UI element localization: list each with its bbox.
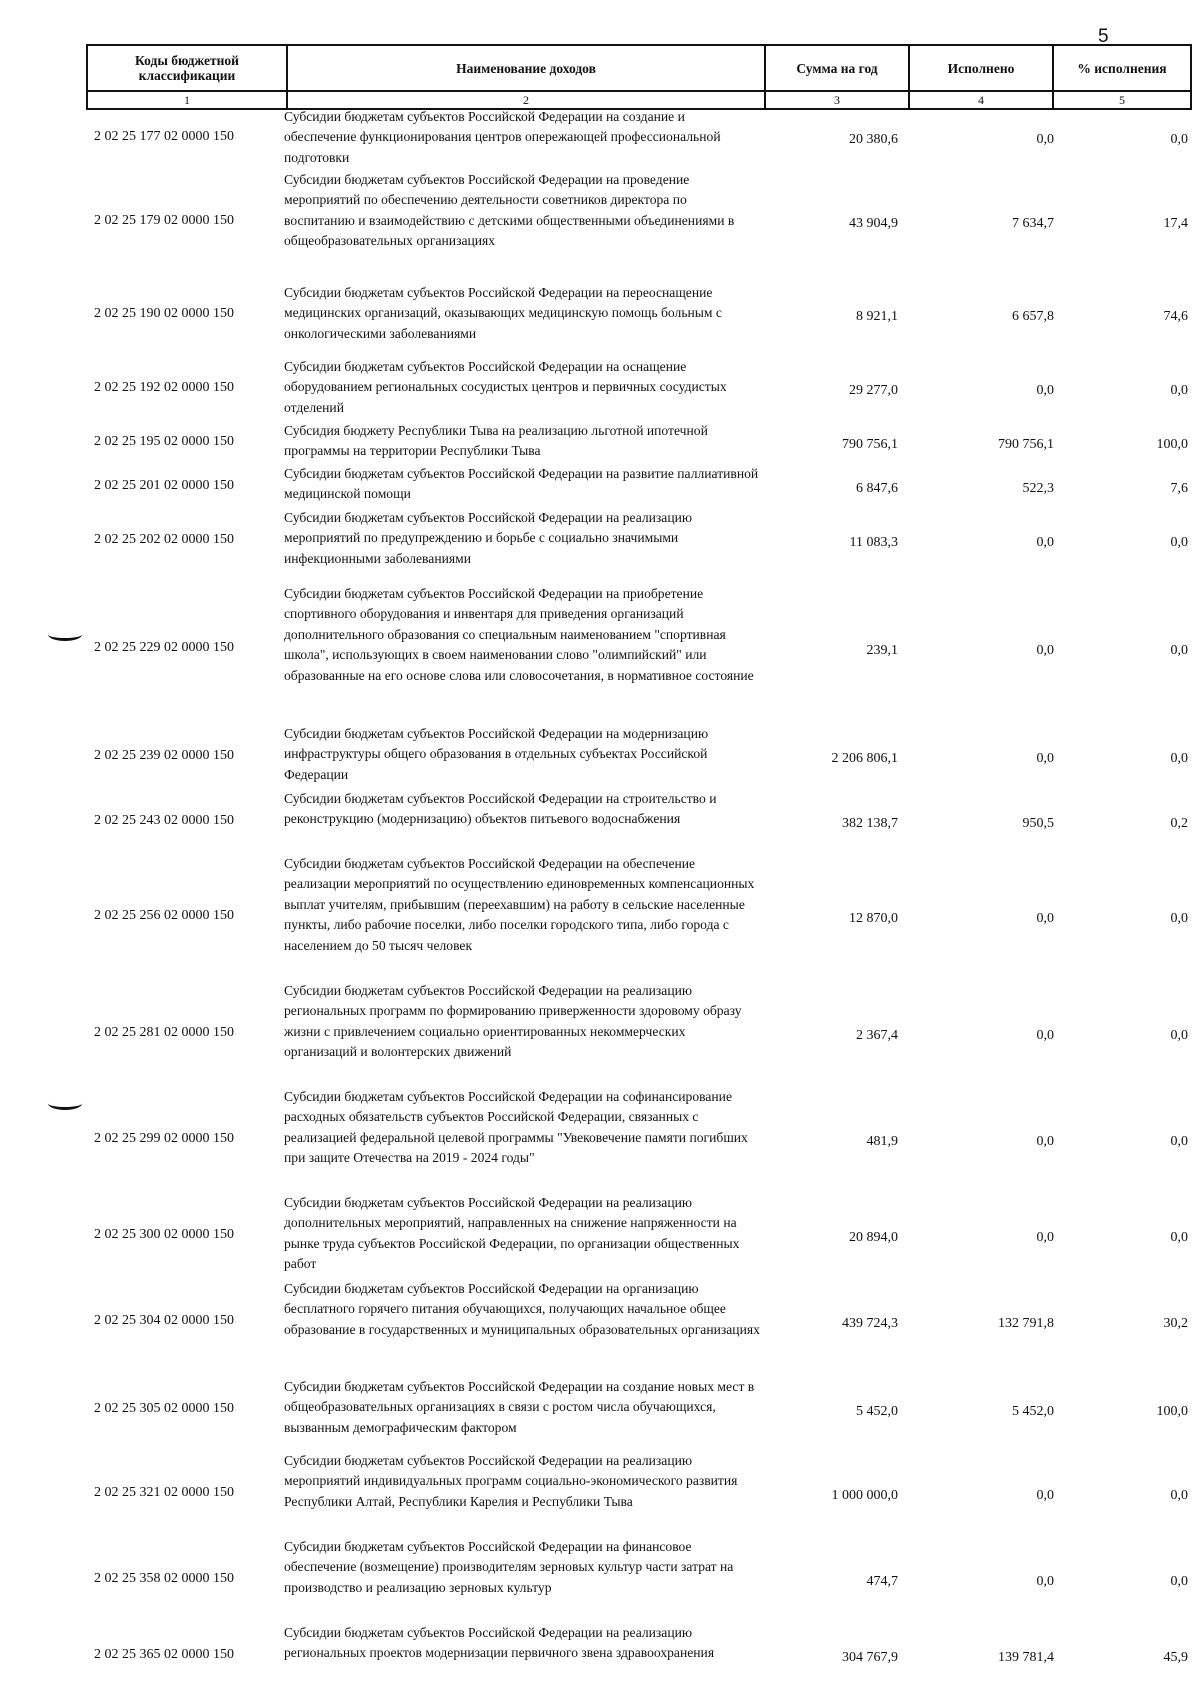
row-exec: 0,0 (1036, 132, 1054, 148)
row-name: Субсидии бюджетам субъектов Российской Федерации на реализацию мероприятий индивидуальных программ социально-экономического развития Республики Алтай, Республики Карелия и Республики Тыва (284, 1453, 738, 1509)
row-sum: 239,1 (866, 642, 898, 658)
row-pct: 0,0 (1170, 383, 1188, 399)
table-row (86, 1623, 1190, 1687)
row-sum: 29 277,0 (849, 383, 898, 399)
row-exec: 0,0 (1036, 1028, 1054, 1044)
row-code: 2 02 25 195 02 0000 150 (94, 434, 234, 449)
row-pct: 0,0 (1170, 1488, 1188, 1504)
header-num-3: 3 (765, 91, 909, 109)
row-name: Субсидии бюджетам субъектов Российской Федерации на реализацию мероприятий по предупреждению и борьбе с социально значимыми инфекционными заболеваниями (284, 510, 693, 566)
table-row (86, 170, 1190, 271)
header-num-2: 2 (287, 91, 765, 109)
table-row (86, 1087, 1190, 1191)
row-sum: 20 894,0 (849, 1229, 898, 1245)
punch-mark (48, 628, 82, 641)
row-sum: 5 452,0 (856, 1404, 898, 1420)
table-row (86, 1537, 1190, 1621)
header-budget-codes: Коды бюджетной классификации (87, 45, 287, 91)
row-exec: 0,0 (1036, 1488, 1054, 1504)
table-row (86, 464, 1190, 507)
row-exec: 0,0 (1036, 642, 1054, 658)
header-annual-sum: Сумма на год (765, 45, 909, 91)
row-exec: 0,0 (1036, 1134, 1054, 1150)
table-row (86, 357, 1190, 419)
row-exec: 0,0 (1036, 534, 1054, 550)
row-code: 2 02 25 358 02 0000 150 (94, 1571, 234, 1586)
row-exec: 790 756,1 (998, 437, 1054, 453)
row-sum: 2 367,4 (856, 1028, 898, 1044)
row-exec: 5 452,0 (1012, 1404, 1054, 1420)
row-exec: 6 657,8 (1012, 308, 1054, 324)
row-pct: 0,0 (1170, 642, 1188, 658)
row-exec: 0,0 (1036, 911, 1054, 927)
punch-mark (48, 1097, 82, 1110)
row-name: Субсидии бюджетам субъектов Российской Федерации на создание новых мест в общеобразовательных организациях в связи с ростом числа обучающихся, вызванным демографическим фактором (284, 1379, 755, 1435)
table-header (86, 44, 1192, 110)
row-pct: 0,0 (1170, 750, 1188, 766)
row-name: Субсидии бюджетам субъектов Российской Федерации на финансовое обеспечение (возмещение) производителям зерновых культур части затрат на производство и реализацию зерновых культур (284, 1539, 734, 1595)
row-pct: 0,0 (1170, 1229, 1188, 1245)
row-name: Субсидии бюджетам субъектов Российской Федерации на строительство и реконструкцию (модернизацию) объектов питьевого водоснабжения (284, 791, 717, 827)
row-code: 2 02 25 365 02 0000 150 (94, 1647, 234, 1662)
row-name: Субсидии бюджетам субъектов Российской Федерации на проведение мероприятий по обеспечению деятельности советников директора по воспитанию и взаимодействию с детскими общественными объединениями в общеобразовательных организациях (284, 172, 735, 249)
row-name: Субсидии бюджетам субъектов Российской Федерации на переоснащение медицинских организаций, оказывающих медицинскую помощь больным с онкологическими заболеваниями (284, 285, 722, 341)
row-sum: 6 847,6 (856, 480, 898, 496)
table-row (86, 584, 1190, 711)
table-row (86, 1193, 1190, 1276)
row-code: 2 02 25 305 02 0000 150 (94, 1401, 234, 1416)
row-name: Субсидия бюджету Республики Тыва на реализацию льготной ипотечной программы на территории Республики Тыва (284, 423, 708, 459)
row-code: 2 02 25 299 02 0000 150 (94, 1131, 234, 1146)
row-exec: 0,0 (1036, 383, 1054, 399)
row-exec: 0,0 (1036, 750, 1054, 766)
row-pct: 0,0 (1170, 534, 1188, 550)
row-pct: 0,0 (1170, 1134, 1188, 1150)
row-code: 2 02 25 179 02 0000 150 (94, 212, 234, 228)
row-pct: 0,0 (1170, 132, 1188, 148)
row-pct: 45,9 (1163, 1650, 1188, 1666)
row-name: Субсидии бюджетам субъектов Российской Федерации на создание и обеспечение функционирования центров опережающей профессиональной подготовки (284, 109, 721, 165)
table-row (86, 508, 1190, 571)
row-pct: 17,4 (1163, 215, 1188, 231)
row-sum: 2 206 806,1 (831, 750, 898, 766)
row-exec: 950,5 (1022, 815, 1054, 831)
row-sum: 8 921,1 (856, 308, 898, 324)
row-pct: 30,2 (1163, 1316, 1188, 1332)
header-executed: Исполнено (909, 45, 1053, 91)
row-code: 2 02 25 192 02 0000 150 (94, 380, 234, 395)
row-name: Субсидии бюджетам субъектов Российской Федерации на реализацию региональных программ по формированию приверженности здоровому образу жизни с привлечением социально ориентированных некоммерческих организаций и волонтерских движений (284, 983, 742, 1060)
row-name: Субсидии бюджетам субъектов Российской Федерации на организацию бесплатного горячего питания обучающихся, получающих начальное общее образование в государственных и муниципальных образовательных организациях (284, 1281, 760, 1337)
header-income-name: Наименование доходов (287, 45, 765, 91)
row-code: 2 02 25 201 02 0000 150 (94, 477, 234, 493)
row-name: Субсидии бюджетам субъектов Российской Федерации на софинансирование расходных обязательств субъектов Российской Федерации, связанных с реализацией федеральной целевой программы "Увековечение памяти погибших при защите Отечества на 2019 - 2024 годы" (284, 1089, 748, 1166)
row-pct: 0,0 (1170, 1574, 1188, 1590)
row-pct: 0,2 (1170, 815, 1188, 831)
header-num-5: 5 (1053, 91, 1191, 109)
row-exec: 522,3 (1022, 480, 1054, 496)
row-name: Субсидии бюджетам субъектов Российской Федерации на приобретение спортивного оборудования и инвентаря для приведения организаций дополнительного образования со специальным наименованием "спортивная школа", использующих в своем наименовании слово "олимпийский" или образованные на его основе слова или словосочетания, в нормативное состояние (284, 586, 754, 683)
table-row (86, 107, 1190, 167)
row-pct: 74,6 (1163, 308, 1188, 324)
row-code: 2 02 25 256 02 0000 150 (94, 908, 234, 923)
row-sum: 12 870,0 (849, 911, 898, 927)
row-name: Субсидии бюджетам субъектов Российской Федерации на реализацию дополнительных мероприятий, направленных на снижение напряженности на рынке труда субъектов Российской Федерации, по организации общественных работ (284, 1195, 740, 1272)
row-sum: 43 904,9 (849, 215, 898, 231)
row-name: Субсидии бюджетам субъектов Российской Федерации на оснащение оборудованием региональных сосудистых центров и первичных сосудистых отделений (284, 359, 727, 415)
row-sum: 20 380,6 (849, 132, 898, 148)
row-pct: 0,0 (1170, 1028, 1188, 1044)
row-name: Субсидии бюджетам субъектов Российской Федерации на модернизацию инфраструктуры общего образования в отдельных субъектах Российской Федерации (284, 726, 709, 782)
row-sum: 481,9 (866, 1134, 898, 1150)
table-row (86, 1279, 1190, 1363)
row-name: Субсидии бюджетам субъектов Российской Федерации на развитие паллиативной медицинской помощи (284, 466, 759, 502)
row-sum: 11 083,3 (849, 534, 898, 550)
header-percent: % исполнения (1053, 45, 1191, 91)
row-exec: 139 781,4 (998, 1650, 1054, 1666)
row-code: 2 02 25 190 02 0000 150 (94, 305, 234, 321)
row-pct: 7,6 (1170, 480, 1188, 496)
row-sum: 382 138,7 (842, 815, 898, 831)
table-row (86, 421, 1190, 463)
row-sum: 439 724,3 (842, 1316, 898, 1332)
row-sum: 304 767,9 (842, 1650, 898, 1666)
row-code: 2 02 25 239 02 0000 150 (94, 747, 234, 763)
row-code: 2 02 25 229 02 0000 150 (94, 639, 234, 655)
row-exec: 7 634,7 (1012, 215, 1054, 231)
row-pct: 100,0 (1156, 1404, 1188, 1420)
row-exec: 0,0 (1036, 1574, 1054, 1590)
row-sum: 790 756,1 (842, 437, 898, 453)
page-number: 5 (1098, 26, 1109, 47)
row-pct: 0,0 (1170, 911, 1188, 927)
row-pct: 100,0 (1156, 437, 1188, 453)
row-exec: 132 791,8 (998, 1316, 1054, 1332)
table-row (86, 981, 1190, 1085)
row-name: Субсидии бюджетам субъектов Российской Федерации на реализацию региональных проектов модернизации первичного звена здравоохранения (284, 1625, 715, 1661)
row-code: 2 02 25 177 02 0000 150 (94, 129, 234, 144)
row-code: 2 02 25 243 02 0000 150 (94, 812, 234, 828)
row-sum: 1 000 000,0 (831, 1488, 898, 1504)
table-row (86, 1451, 1190, 1535)
header-num-4: 4 (909, 91, 1053, 109)
row-code: 2 02 25 321 02 0000 150 (94, 1485, 234, 1500)
table-row (86, 854, 1190, 978)
row-name: Субсидии бюджетам субъектов Российской Федерации на обеспечение реализации мероприятий по осуществлению единовременных компенсационных выплат учителям, прибывшим (переехавшим) на работу в сельские населенные пункты, либо рабочие поселки, либо поселки городского типа, либо города с населением до 50 тысяч человек (284, 856, 755, 953)
row-code: 2 02 25 304 02 0000 150 (94, 1313, 234, 1328)
row-code: 2 02 25 202 02 0000 150 (94, 531, 234, 547)
row-code: 2 02 25 300 02 0000 150 (94, 1226, 234, 1242)
row-code: 2 02 25 281 02 0000 150 (94, 1025, 234, 1040)
row-sum: 474,7 (866, 1574, 898, 1590)
table-row (86, 283, 1190, 344)
row-exec: 0,0 (1036, 1229, 1054, 1245)
table-row (86, 724, 1190, 787)
table-row (86, 1377, 1190, 1441)
table-row (86, 789, 1190, 852)
header-num-1: 1 (87, 91, 287, 109)
